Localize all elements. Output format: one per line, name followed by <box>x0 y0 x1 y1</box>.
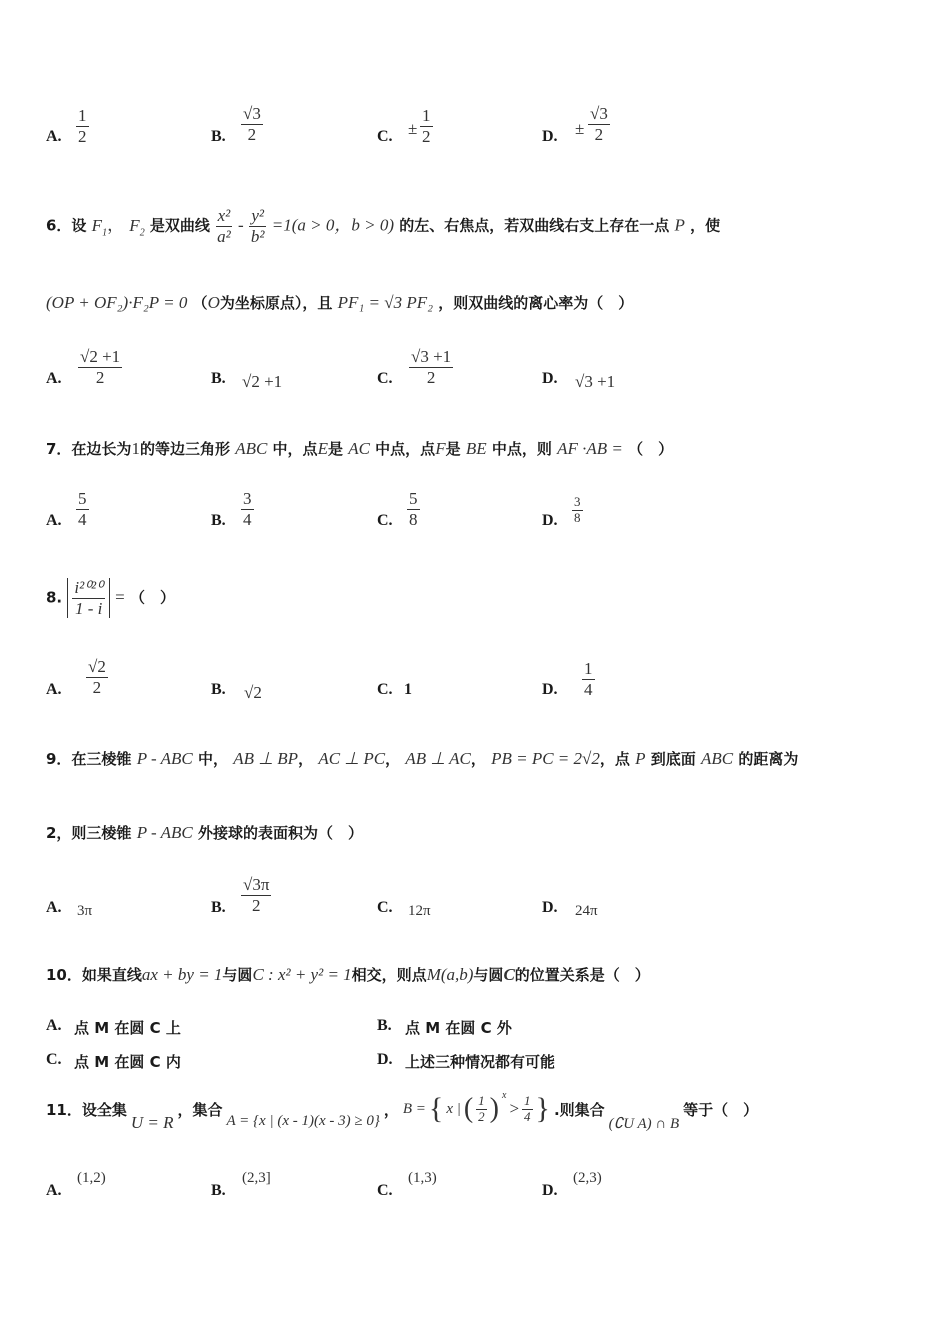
q6-option-a-value: $\frac{√2 +1}{2}$ <box>80 347 121 387</box>
q8-frac: $\frac{\text{i²⁰²⁰}}{1 - i}$ <box>74 578 103 618</box>
q9-option-c-value: 12π <box>408 903 431 919</box>
q9-t0: 9．在三棱锥 <box>46 750 132 768</box>
q5-option-b-label: B. <box>211 128 226 145</box>
q5-option-c-label: C. <box>377 128 393 145</box>
q5-option-d-value: $\frac{√3}{2}$ <box>590 104 608 144</box>
q6-hyp-frac1: $\frac{\text{x²}}{\text{a²}}$ <box>217 206 231 246</box>
q9-c4: PB = PC = 2√2 <box>491 749 600 768</box>
q11-option-c-value: (1,3) <box>408 1170 437 1186</box>
q8-abs <box>67 578 110 618</box>
q6-line2-t1: （ <box>192 294 208 312</box>
q7-ac: AC <box>348 439 370 458</box>
q6-line1: 6．设 $F_1$， $F_2$ 是双曲线 $\frac{\text{x²}}{\text{a²}}$ - $\frac{\text{y²}}{\text{b²}}$ =1(a > 0，b > 0) 的左、右焦点，若双曲线右支上存在一点 P ，使 <box>46 206 721 246</box>
q8-option-a-value: $\frac{√2}{2}$ <box>88 657 106 697</box>
q9-c3: AB ⊥ AC <box>405 749 471 768</box>
q9-t3: 到底面 <box>650 750 696 768</box>
q11-t3: .则集合 <box>553 1100 605 1119</box>
q7-f: F <box>435 439 446 458</box>
q7-option-b-value: $\frac{3}{4}$ <box>243 489 252 529</box>
q8-option-b-value: √2 <box>244 683 262 702</box>
q7-line <box>46 438 673 459</box>
q11-t4: 等于（ ） <box>683 1100 759 1119</box>
q11-option-a-value: (1,2) <box>77 1170 106 1186</box>
q9-t4: 的距离为 <box>738 750 799 768</box>
q8-line <box>46 578 175 618</box>
q10-line-eq: ax + by = 1 <box>141 965 223 984</box>
q8-option-d-label: D. <box>542 681 558 698</box>
q5-option-c-value: $\frac{1}{2}$ <box>422 106 431 146</box>
q8-option-a-label: A. <box>46 681 62 698</box>
q6-cond: =1(a > 0，b > 0) <box>271 215 395 235</box>
q5-option-a-value: $\frac{1}{2}$ <box>78 106 87 146</box>
q9-c2: AC ⊥ PC <box>318 749 386 768</box>
q7-t1: 的等边三角形 <box>139 440 230 458</box>
q7-option-a-label: A. <box>46 512 62 529</box>
q11-t1: ，集合 <box>177 1100 223 1119</box>
q9-l2-t0: 2，则三棱锥 <box>46 824 132 842</box>
q6-line2 <box>46 292 633 313</box>
q8-option-c-value: 1 <box>404 681 412 698</box>
q7-one: 1 <box>131 439 140 458</box>
q5-option-d-label: D. <box>542 128 558 145</box>
q10-t2: 相交，则点 <box>351 966 427 984</box>
q6-line2-math: (OP + OF₂)·F₂P = 0 <box>46 293 188 312</box>
q11-option-d-label: D. <box>542 1182 558 1199</box>
q10-option-a-label: A. <box>46 1017 62 1034</box>
q7-option-d-value: $\frac{3}{8}$ <box>574 494 581 525</box>
q11-option-b-label: B. <box>211 1182 226 1199</box>
q6-sep: ， <box>107 215 125 235</box>
q6-t3: ，使 <box>690 216 721 235</box>
q5-option-a-label: A. <box>46 128 62 145</box>
q7-option-c-label: C. <box>377 512 393 529</box>
q6-t2: 的左、右焦点，若双曲线右支上存在一点 <box>399 216 670 235</box>
q7-be: BE <box>465 439 487 458</box>
q10-option-a-value: 点 M 在圆 C 上 <box>74 1019 181 1037</box>
q7-option-a-value: $\frac{5}{4}$ <box>78 489 87 529</box>
q6-f1: $F_1$ <box>91 215 108 238</box>
q10-circle-eq: C : x² + y² = 1 <box>252 965 352 984</box>
q5-option-c-prefix: ± <box>408 119 418 138</box>
q7-option-d-label: D. <box>542 512 558 529</box>
q10-option-d-value: 上述三种情况都有可能 <box>405 1053 556 1071</box>
q6-option-d-value: √3 +1 <box>575 372 616 391</box>
q9-line1: 9．在三棱锥 P - ABC 中， AB ⊥ BP， AC ⊥ PC， AB ⊥ AC， PB = PC = 2√2，点 P 到底面 ABC 的距离为 <box>46 749 799 768</box>
q9-l2-t1: 外接球的表面积为（ ） <box>197 824 363 842</box>
q9-c1: AB ⊥ BP <box>233 749 299 768</box>
q6-option-a-label: A. <box>46 370 62 387</box>
q6-f2: $F_2$ <box>129 215 145 238</box>
q10-t0: 10．如果直线 <box>46 966 142 984</box>
q9-option-d-value: 24π <box>575 903 598 919</box>
q6-p: P <box>674 215 685 235</box>
q7-t6: 中点，则 <box>491 440 552 458</box>
q7-t5: 是 <box>445 440 461 458</box>
q11-set-b: B = { x | ( $\frac{1}{2}$ ) $^x$ > $\frac{1}{4}$ } <box>402 1089 550 1125</box>
q10-option-c-value: 点 M 在圆 C 内 <box>74 1053 181 1071</box>
q6-line2-math2: PF₁ = √3 PF₂ <box>337 293 434 312</box>
q11-t2: ， <box>383 1100 399 1119</box>
q8-option-b-label: B. <box>211 681 226 698</box>
q6-o: O <box>207 293 220 312</box>
q7-t0: 7．在边长为 <box>46 440 132 458</box>
q8-eq: = <box>115 587 125 607</box>
q6-line2-t2: 为坐标原点），且 <box>219 294 333 312</box>
q10-option-b-value: 点 M 在圆 C 外 <box>405 1019 512 1037</box>
q9-pabc: P - ABC <box>136 749 193 768</box>
q6-line2-t3: ，则双曲线的离心率为（ ） <box>438 294 634 312</box>
q8-number: 8. <box>46 588 63 607</box>
q5-option-b-value: $\frac{√3}{2}$ <box>243 104 261 144</box>
q9-option-b-value: $\frac{√3\pi}{2}$ <box>243 875 270 915</box>
q9-line2 <box>46 822 363 843</box>
q9-option-c-label: C. <box>377 899 393 916</box>
q6-t1: 是双曲线 <box>149 216 210 235</box>
q5-option-d-prefix: ± <box>575 119 585 138</box>
q6-number: 6．设 <box>46 216 87 235</box>
q10-option-c-label: C. <box>46 1051 62 1068</box>
q11-option-c-label: C. <box>377 1182 393 1199</box>
q11-option-b-value: (2,3] <box>242 1170 271 1186</box>
q7-e: E <box>317 439 328 458</box>
q6-hyp-frac2: $\frac{\text{y²}}{\text{b²}}$ <box>250 206 265 246</box>
q9-option-a-value: 3π <box>77 903 93 919</box>
q11-option-d-value: (2,3) <box>573 1170 602 1186</box>
q7-option-c-value: $\frac{5}{8}$ <box>409 489 418 529</box>
q11-line <box>46 1089 759 1132</box>
q9-option-d-label: D. <box>542 899 558 916</box>
q7-t4: 中点，点 <box>375 440 436 458</box>
q9-option-a-label: A. <box>46 899 62 916</box>
q10-t3: 与圆 <box>473 966 504 984</box>
q7-option-b-label: B. <box>211 512 226 529</box>
q11-option-a-label: A. <box>46 1182 62 1199</box>
q10-point: M(a,b) <box>426 965 474 984</box>
q10-t1: 与圆 <box>222 966 253 984</box>
q6-option-c-label: C. <box>377 370 393 387</box>
q10-c: C <box>503 965 515 984</box>
q7-t2: 中，点 <box>272 440 318 458</box>
q7-t7: （ ） <box>628 440 674 458</box>
q9-abc: ABC <box>700 749 734 768</box>
q9-t2: ，点 <box>599 750 630 768</box>
q11-expr: (∁U A) ∩ B <box>608 1115 680 1132</box>
q8-option-d-value: $\frac{1}{4}$ <box>584 659 593 699</box>
q9-l2-pabc: P - ABC <box>136 823 193 842</box>
q9-t1: 中， <box>197 750 228 768</box>
q7-abc: ABC <box>235 439 268 458</box>
q11-universe: U = R <box>130 1113 174 1132</box>
q11-t0: 11．设全集 <box>46 1100 127 1119</box>
q11-set-a: A = {x | (x - 1)(x - 3) ≥ 0} <box>226 1112 380 1129</box>
q10-option-d-label: D. <box>377 1051 393 1068</box>
q8-paren: （ ） <box>129 588 175 607</box>
q10-line <box>46 964 650 985</box>
q7-expr: AF ·AB = <box>557 439 623 458</box>
q9-p: P <box>635 749 646 768</box>
q6-option-d-label: D. <box>542 370 558 387</box>
q6-option-b-label: B. <box>211 370 226 387</box>
q6-option-b-value: √2 +1 <box>242 372 283 391</box>
q7-t3: 是 <box>327 440 343 458</box>
q10-t4: 的位置关系是（ ） <box>514 966 650 984</box>
q8-option-c-label: C. <box>377 681 393 698</box>
q10-option-b-label: B. <box>377 1017 392 1034</box>
q9-option-b-label: B. <box>211 899 226 916</box>
q6-option-c-value: $\frac{√3 +1}{2}$ <box>411 347 452 387</box>
